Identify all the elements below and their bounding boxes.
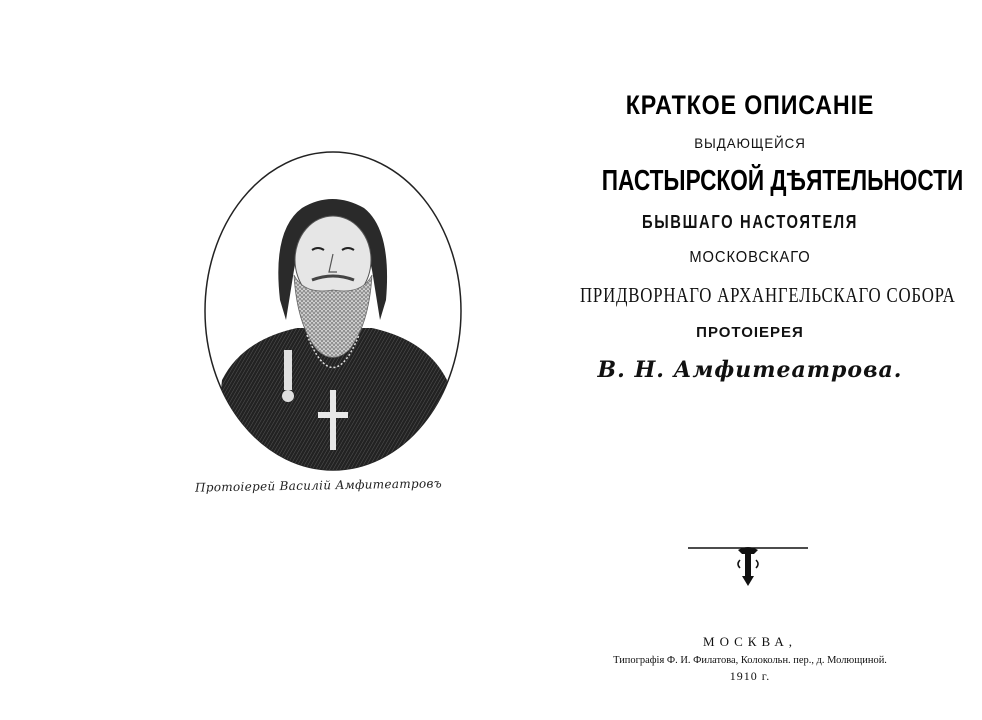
title-line-7: ПРОТОIЕРЕЯ [696, 324, 804, 341]
title-line-3: ПАСТЫРСКОЙ ДѢЯТЕЛЬНОСТИ [601, 165, 964, 197]
title-line-1: КРАТКОЕ ОПИСАНIЕ [625, 90, 875, 120]
imprint-year: 1910 г. [729, 669, 771, 683]
imprint-printer: Типографiя Ф. И. Филатова, Колокольн. пер., д. Молющиной. [613, 654, 887, 666]
imprint [580, 634, 920, 684]
title-line-2: ВЫДАЮЩЕЙСЯ [694, 135, 806, 151]
title-line-6: ПРИДВОРНАГО АРХАНГЕЛЬСКАГО СОБОРА [580, 283, 956, 307]
author-name: В. Н. Амфитеатрова. [597, 357, 903, 383]
portrait-signature: Протоiерей Василiй Амфитеатровъ [194, 476, 443, 495]
title-line-4: БЫВШАГО НАСТОЯТЕЛЯ [641, 212, 859, 232]
title-block [560, 80, 964, 383]
title-line-5: МОСКОВСКАГО [689, 249, 811, 266]
imprint-city: МОСКВА, [703, 634, 797, 649]
portrait-engraving [202, 150, 464, 472]
ornament-divider [688, 540, 808, 590]
